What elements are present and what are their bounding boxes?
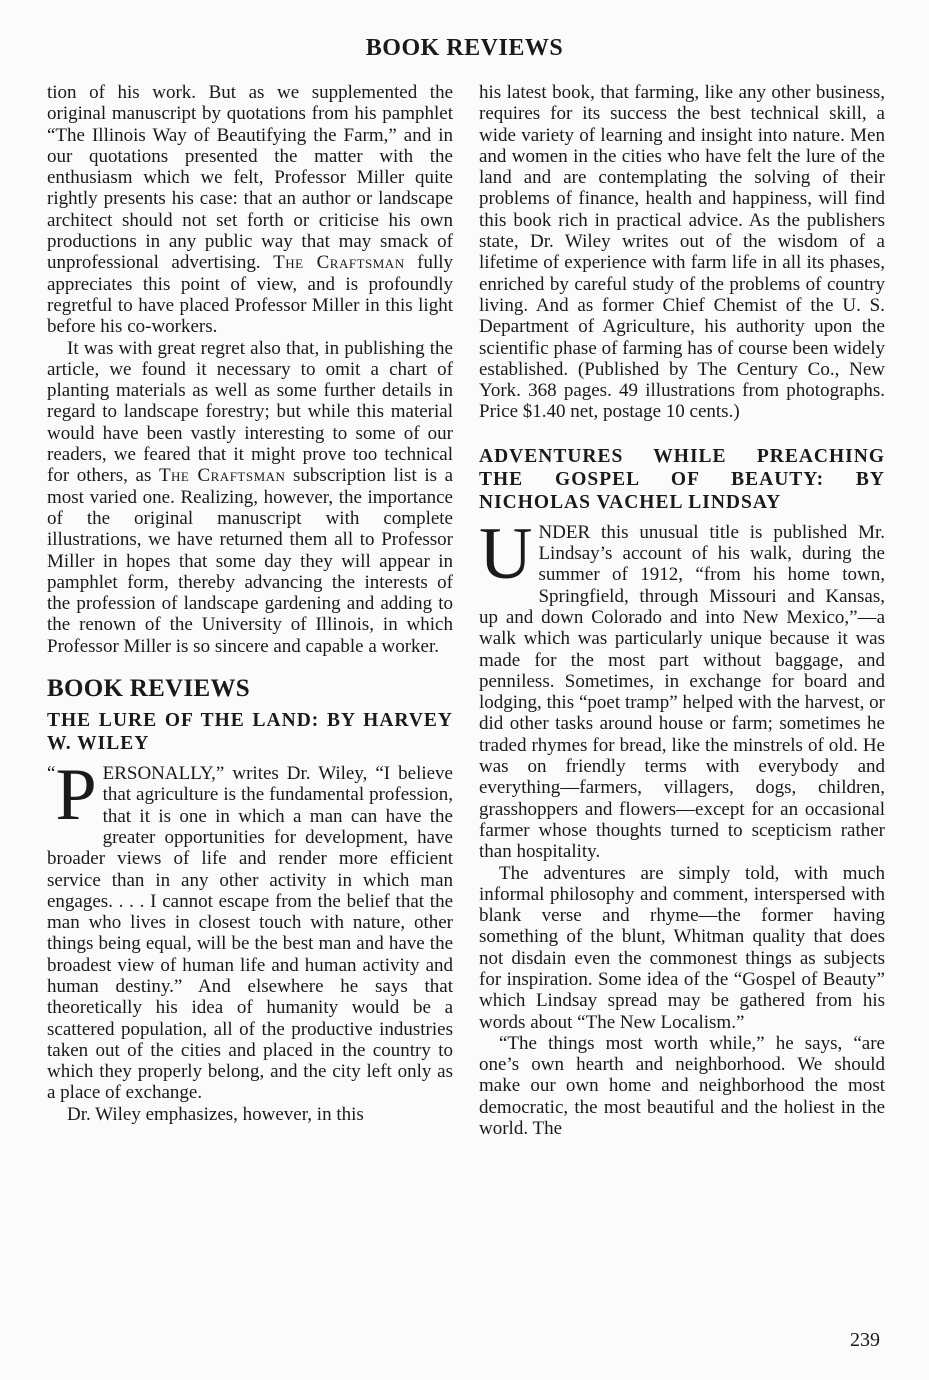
paragraph xyxy=(47,82,453,338)
section-title: BOOK REVIEWS xyxy=(47,675,250,703)
magazine-name: The Craftsman xyxy=(273,252,405,274)
magazine-name: The Craftsman xyxy=(158,465,286,487)
paragraph-text: subscription list is a most varied one. Realizing, however, the importance of the original manuscript with complete illustrations, we have returned them all to Professor Miller in hopes that some day they will appear in pamphlet form, thereby advancing the interests of the profession of landscape gardening and adding to the renown of the University of Illinois, in which Professor Miller is so sincere and capable a worker. xyxy=(47,465,454,657)
paragraph xyxy=(47,338,453,657)
paragraph xyxy=(479,512,885,863)
left-column xyxy=(47,82,453,1125)
drop-cap: P xyxy=(55,754,97,837)
drop-cap: U xyxy=(479,512,533,595)
running-head: BOOK REVIEWS xyxy=(365,35,564,61)
page-number: 239 xyxy=(850,1329,880,1351)
article-title: THE LURE OF THE LAND: BY HARVEY W. WILEY xyxy=(47,710,453,755)
paragraph xyxy=(47,754,453,1104)
paragraph-text: It was with great regret also that, in publishing the article, we found it necessary to omit a chart of planting materials as well as some further details in regard to landscape forestry; but while this material would have been vastly interesting to some of our readers, we feared that it might prove too technical for others, as xyxy=(47,337,453,487)
opening-quote-mark: “ xyxy=(47,763,56,785)
paragraph-text: tion of his work. But as we supplemented the original manuscript by quotations from his pamphlet “The Illinois Way of Beautifying the Farm,” and in our quotations presented the matter with the enthusiasm which we felt, Professor Miller quite rightly presents his case: that an author or landscape architect should not set forth or criticise his own productions in any public way that may smack of unprofessional advertising. xyxy=(47,82,453,274)
paragraph-text: ERSONALLY,” writes Dr. Wiley, “I believe that agriculture is the fundamental profession, that it is one in which a man can have the greater opportunities for development, have broader views of life and render more efficient service than in any other activity in which man engages. . . . I cannot escape from the belief that the man who lives in closest touch with nature, other things being equal, will be the best man and have the broadest view of human life and human activity and human destiny.” And elsewhere he says that theoretically his idea of humanity would be a scattered population, all of the productive industries taken out of the cities and placed in the country to which they properly belong, and the city left only as a place of exchange. xyxy=(47,763,453,1104)
paragraph-text: fully appreciates this point of view, and is profoundly regretful to have placed Professor Miller in this light before his co-workers. xyxy=(47,252,454,338)
paragraph-text: NDER this unusual title is published Mr. Lindsay’s account of his walk, during the summer of 1912, “from his home town, Springfield, through Missouri and Kansas, up and down Colorado and into New Mexico,”—a walk which was particularly unique because it was made for the most part without baggage, and penniless. Sometimes, in exchange for board and lodging, this “poet tramp” helped with the harvest, or did other tasks around house or farm; sometimes he traded rhymes for bread, like the minstrels of old. He was on friendly terms with everybody and everything—farmers, villagers, dogs, children, grasshoppers and flowers—except for an occasional farmer whose thoughts turned to scepticism rather than hospitality. xyxy=(479,521,885,863)
paragraph: “The things most worth while,” he says, “are one’s own hearth and neighborhood. We should make our own home and neighborhood the most democratic, the most beautiful and the holiest in the world. The xyxy=(479,1032,885,1140)
paragraph: Dr. Wiley emphasizes, however, in this xyxy=(67,1103,364,1125)
right-column xyxy=(479,82,885,1139)
article-title: ADVENTURES WHILE PREACHING THE GOSPEL OF BEAUTY: BY NICHOLAS VACHEL LINDSAY xyxy=(479,445,885,513)
paragraph: The adventures are simply told, with much informal philosophy and comment, interspersed with blank verse and rhyme—the former having something of the blunt, Whitman quality that does not disdain even the commonest things as subjects for inspiration. Some idea of the “Gospel of Beauty” which Lindsay spread may be gathered from his words about “The New Localism.” xyxy=(479,862,885,1033)
paragraph: his latest book, that farming, like any other business, requires for its success the best technical skill, a wide variety of learning and insight into nature. Men and women in the cities who have felt the lure of the land and are contemplating the solving of their problems of finance, health and happiness, will find this book rich in practical advice. As the publishers state, Dr. Wiley writes out of the wisdom of a lifetime of experience with farm life in all its phases, enriched by careful study of the problems of country living. And as former Chief Chemist of the U. S. Department of Agriculture, his authority upon the scientific phase of farming has of course been widely established. (Published by The Century Co., New York. 368 pages. 49 illustrations from photographs. Price $1.40 net, postage 10 cents.) xyxy=(479,82,885,423)
